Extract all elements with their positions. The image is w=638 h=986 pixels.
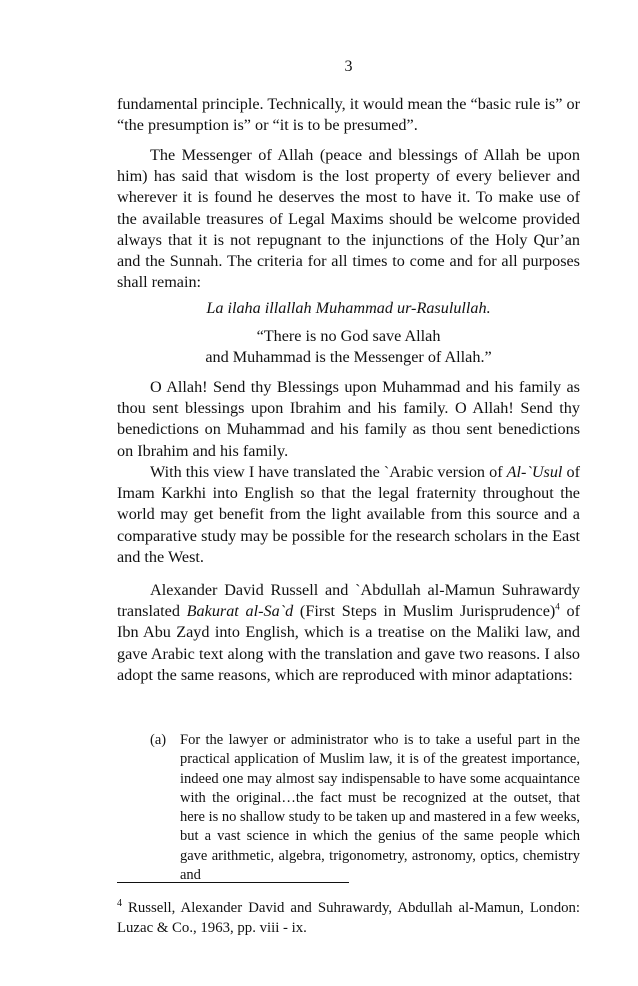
list-item-text: For the lawyer or administrator who is to take a useful part in the practical application of Muslim law, it is of the greatest importance, indeed one may almost say indispensable to have some acquaintance with the original…the fact must be recognized at the outset, that here is no shallow study to be taken up and mastered in a few weeks, but a vast science in which the genius of the same people which gave arithmetic, algebra, trigonometry, astronomy, optics, chemistry and (180, 732, 580, 884)
paragraph-4-before: With this view I have translated the `Arabic version of (150, 463, 507, 481)
paragraph-2: The Messenger of Allah (peace and blessings of Allah be upon him) has said that wisdom is the lost property of every believer and wherever it is found he deserves the most to have it. To make use of the available treasures of Legal Maxims should be welcome provided always that it is not repugnant to the injunctions of the Holy Qur’an and the Sunnah. The criteria for all times to come and for all purposes shall remain: (117, 146, 580, 292)
footnote-text: Russell, Alexander David and Suhrawardy, Abdullah al-Mamun, London: Luzac & Co., 1963, pp. viii - ix. (117, 900, 580, 936)
paragraph-5 (117, 580, 580, 686)
footnote-number: 4 (117, 898, 122, 909)
work-title-al-usul: Al-`Usul (506, 463, 563, 481)
quote-line-2: and Muhammad is the Messenger of Allah.” (205, 348, 492, 366)
work-title-bakurat: Bakurat al-Sa`d (186, 602, 294, 621)
list-item-label: (a) (150, 732, 167, 748)
paragraph-5-before: Alexander David Russell and `Abdullah al-Mamun Suhrawardy translated (117, 581, 580, 621)
shahada-line: La ilaha illallah Muhammad ur-Rasulullah. (206, 299, 491, 317)
paragraph-3: O Allah! Send thy Blessings upon Muhammad and his family as thou sent blessings upon Ibrahim and his family. O Allah! Send thy benedictions on Muhammad and his family as thou sent benedictions on Ibrahim and his family. (117, 378, 580, 460)
quote-line-1: “There is no God save Allah (256, 327, 441, 345)
footnote (117, 894, 580, 938)
paragraph-5-mid: (First Steps in Muslim Jurisprudence) (293, 602, 556, 621)
page-number: 3 (344, 58, 353, 75)
paragraph-5-after: of Ibn Abu Zayd into English, which is a treatise on the Maliki law, and gave Arabic text along with the translation and gave two reasons. I also adopt the same reasons, which are reproduced with minor adaptations: (117, 602, 580, 684)
paragraph-1: fundamental principle. Technically, it would mean the “basic rule is” or “the presumption is” or “it is to be presumed”. (117, 95, 580, 135)
footnote-reference: 4 (555, 601, 560, 612)
footnote-divider (117, 882, 349, 883)
paragraph-4-after: of Imam Karkhi into English so that the legal fraternity throughout the world may get benefit from the light available from this source and a comparative study may be possible for the research scholars in the East and the West. (117, 463, 580, 566)
quoted-list (150, 731, 580, 885)
paragraph-4 (117, 462, 580, 568)
